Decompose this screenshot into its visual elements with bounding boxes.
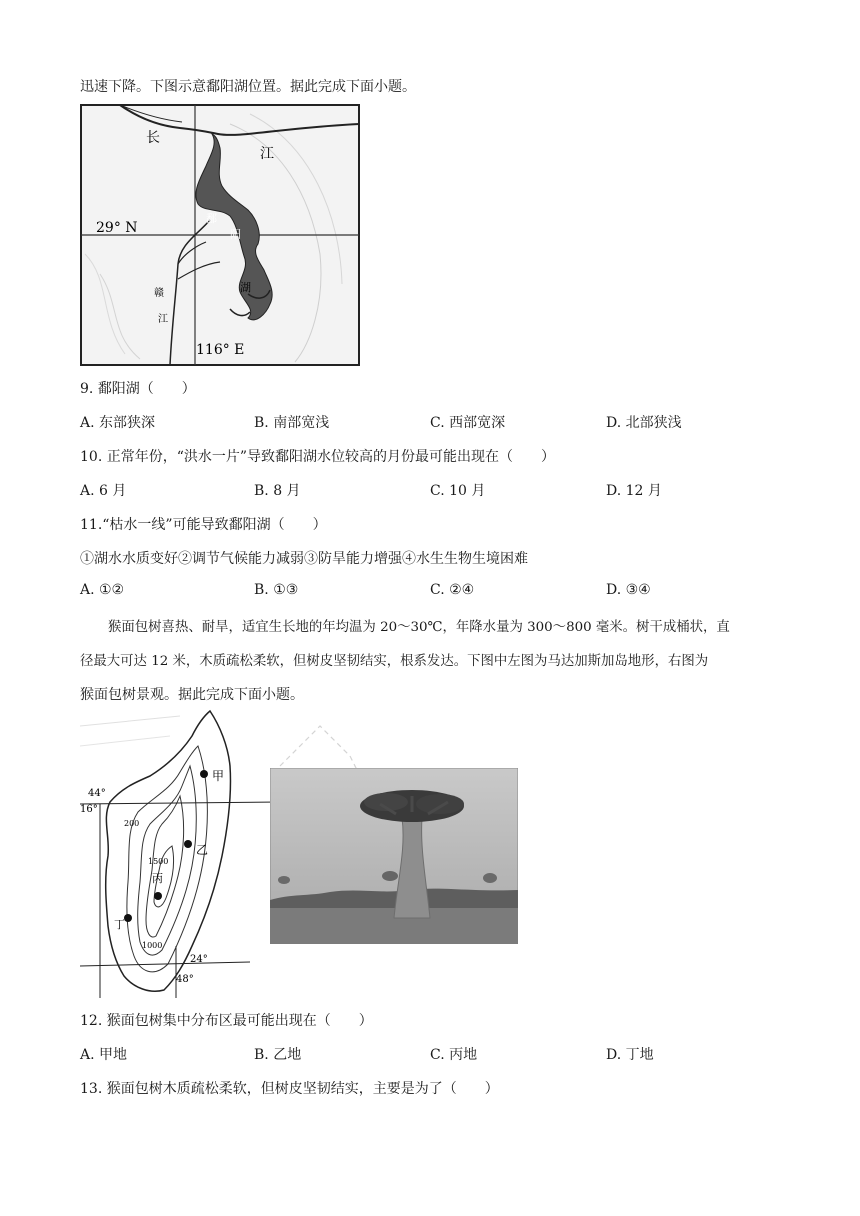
map2-lon-bottom: 48°: [176, 974, 194, 985]
point-jia-marker: [200, 770, 208, 778]
map2-point-bing: 丙: [152, 872, 163, 885]
q11-options: [80, 582, 780, 602]
map2-point-yi: 乙: [196, 843, 209, 857]
map1-lake-char-2: 阳: [230, 228, 241, 241]
point-bing-marker: [154, 892, 162, 900]
map1-lake-char-3: 湖: [240, 281, 251, 294]
baobab-photo: [270, 768, 518, 944]
point-yi-marker: [184, 840, 192, 848]
passage2-line-3: 猴面包树景观。据此完成下面小题。: [80, 687, 304, 703]
map1-river-label-1: 长: [146, 130, 160, 146]
q10-option-d[interactable]: D. 12 月: [606, 483, 662, 499]
q12-options: [80, 1044, 780, 1064]
madagascar-outline: [106, 711, 231, 991]
q11-stem: 11.“枯水一线”可能导致鄱阳湖（ ）: [80, 517, 327, 533]
map2-lat-top: 16°: [80, 804, 98, 815]
q9-stem: 9. 鄱阳湖（ ）: [80, 381, 196, 397]
map2-point-ding: 丁: [114, 918, 125, 931]
map1-gan-char-2: 江: [158, 314, 168, 325]
q11-option-a[interactable]: A. ①②: [80, 582, 125, 598]
map1-lake-char-1: 鄱: [206, 212, 217, 225]
q9-option-c[interactable]: C. 西部宽深: [430, 415, 506, 431]
q10-option-c[interactable]: C. 10 月: [430, 483, 486, 499]
q12-option-b[interactable]: B. 乙地: [254, 1047, 302, 1063]
passage2-line-2: 径最大可达 12 米，木质疏松柔软，但树皮坚韧结实，根系发达。下图中左图为马达加斯加岛地形，右图为: [80, 654, 709, 669]
passage2-line-1: 猴面包树喜热、耐旱，适宜生长地的年均温为 20～30℃，年降水量为 300～800 毫米。树干成桶状，直: [108, 620, 730, 635]
q12-stem: 12. 猴面包树集中分布区最可能出现在（ ）: [80, 1013, 373, 1029]
q9-options: [80, 412, 780, 432]
map1-lat-label: 29° N: [96, 220, 138, 236]
map1-lon-label: 116° E: [196, 342, 245, 358]
map2-lon-left: 44°: [88, 788, 106, 799]
map1-gan-char-1: 赣: [154, 288, 164, 299]
q12-option-c[interactable]: C. 丙地: [430, 1047, 478, 1063]
map2-contour-1500: 1500: [148, 857, 169, 866]
map2-point-jia: 甲: [212, 769, 225, 783]
q10-option-a[interactable]: A. 6 月: [80, 483, 127, 499]
map2-lat-bottom: 24°: [190, 954, 208, 965]
intro-text: 迅速下降。下图示意鄱阳湖位置。据此完成下面小题。: [80, 79, 416, 95]
point-ding-marker: [124, 914, 132, 922]
q13-stem: 13. 猴面包树木质疏松柔软，但树皮坚韧结实，主要是为了（ ）: [80, 1081, 499, 1097]
q10-options: [80, 480, 780, 500]
q9-option-b[interactable]: B. 南部宽浅: [254, 415, 330, 431]
map1-river-label-2: 江: [260, 146, 274, 162]
q9-option-d[interactable]: D. 北部狭浅: [606, 415, 682, 431]
q10-option-b[interactable]: B. 8 月: [254, 483, 301, 499]
q10-stem: 10. 正常年份，“洪水一片”导致鄱阳湖水位较高的月份最可能出现在（ ）: [80, 449, 556, 465]
q12-option-a[interactable]: A. 甲地: [80, 1047, 128, 1063]
map2-contour-1000: 1000: [142, 941, 163, 950]
q11-option-d[interactable]: D. ③④: [606, 582, 651, 598]
q12-option-d[interactable]: D. 丁地: [606, 1047, 654, 1063]
q9-option-a[interactable]: A. 东部狭深: [80, 415, 156, 431]
q11-option-b[interactable]: B. ①③: [254, 582, 299, 598]
q11-option-c[interactable]: C. ②④: [430, 582, 475, 598]
poyang-lake-map: [80, 104, 360, 366]
map2-contour-200: 200: [124, 819, 140, 828]
q11-statements: ①湖水水质变好②调节气候能力减弱③防旱能力增强④水生生物生境困难: [80, 551, 528, 567]
